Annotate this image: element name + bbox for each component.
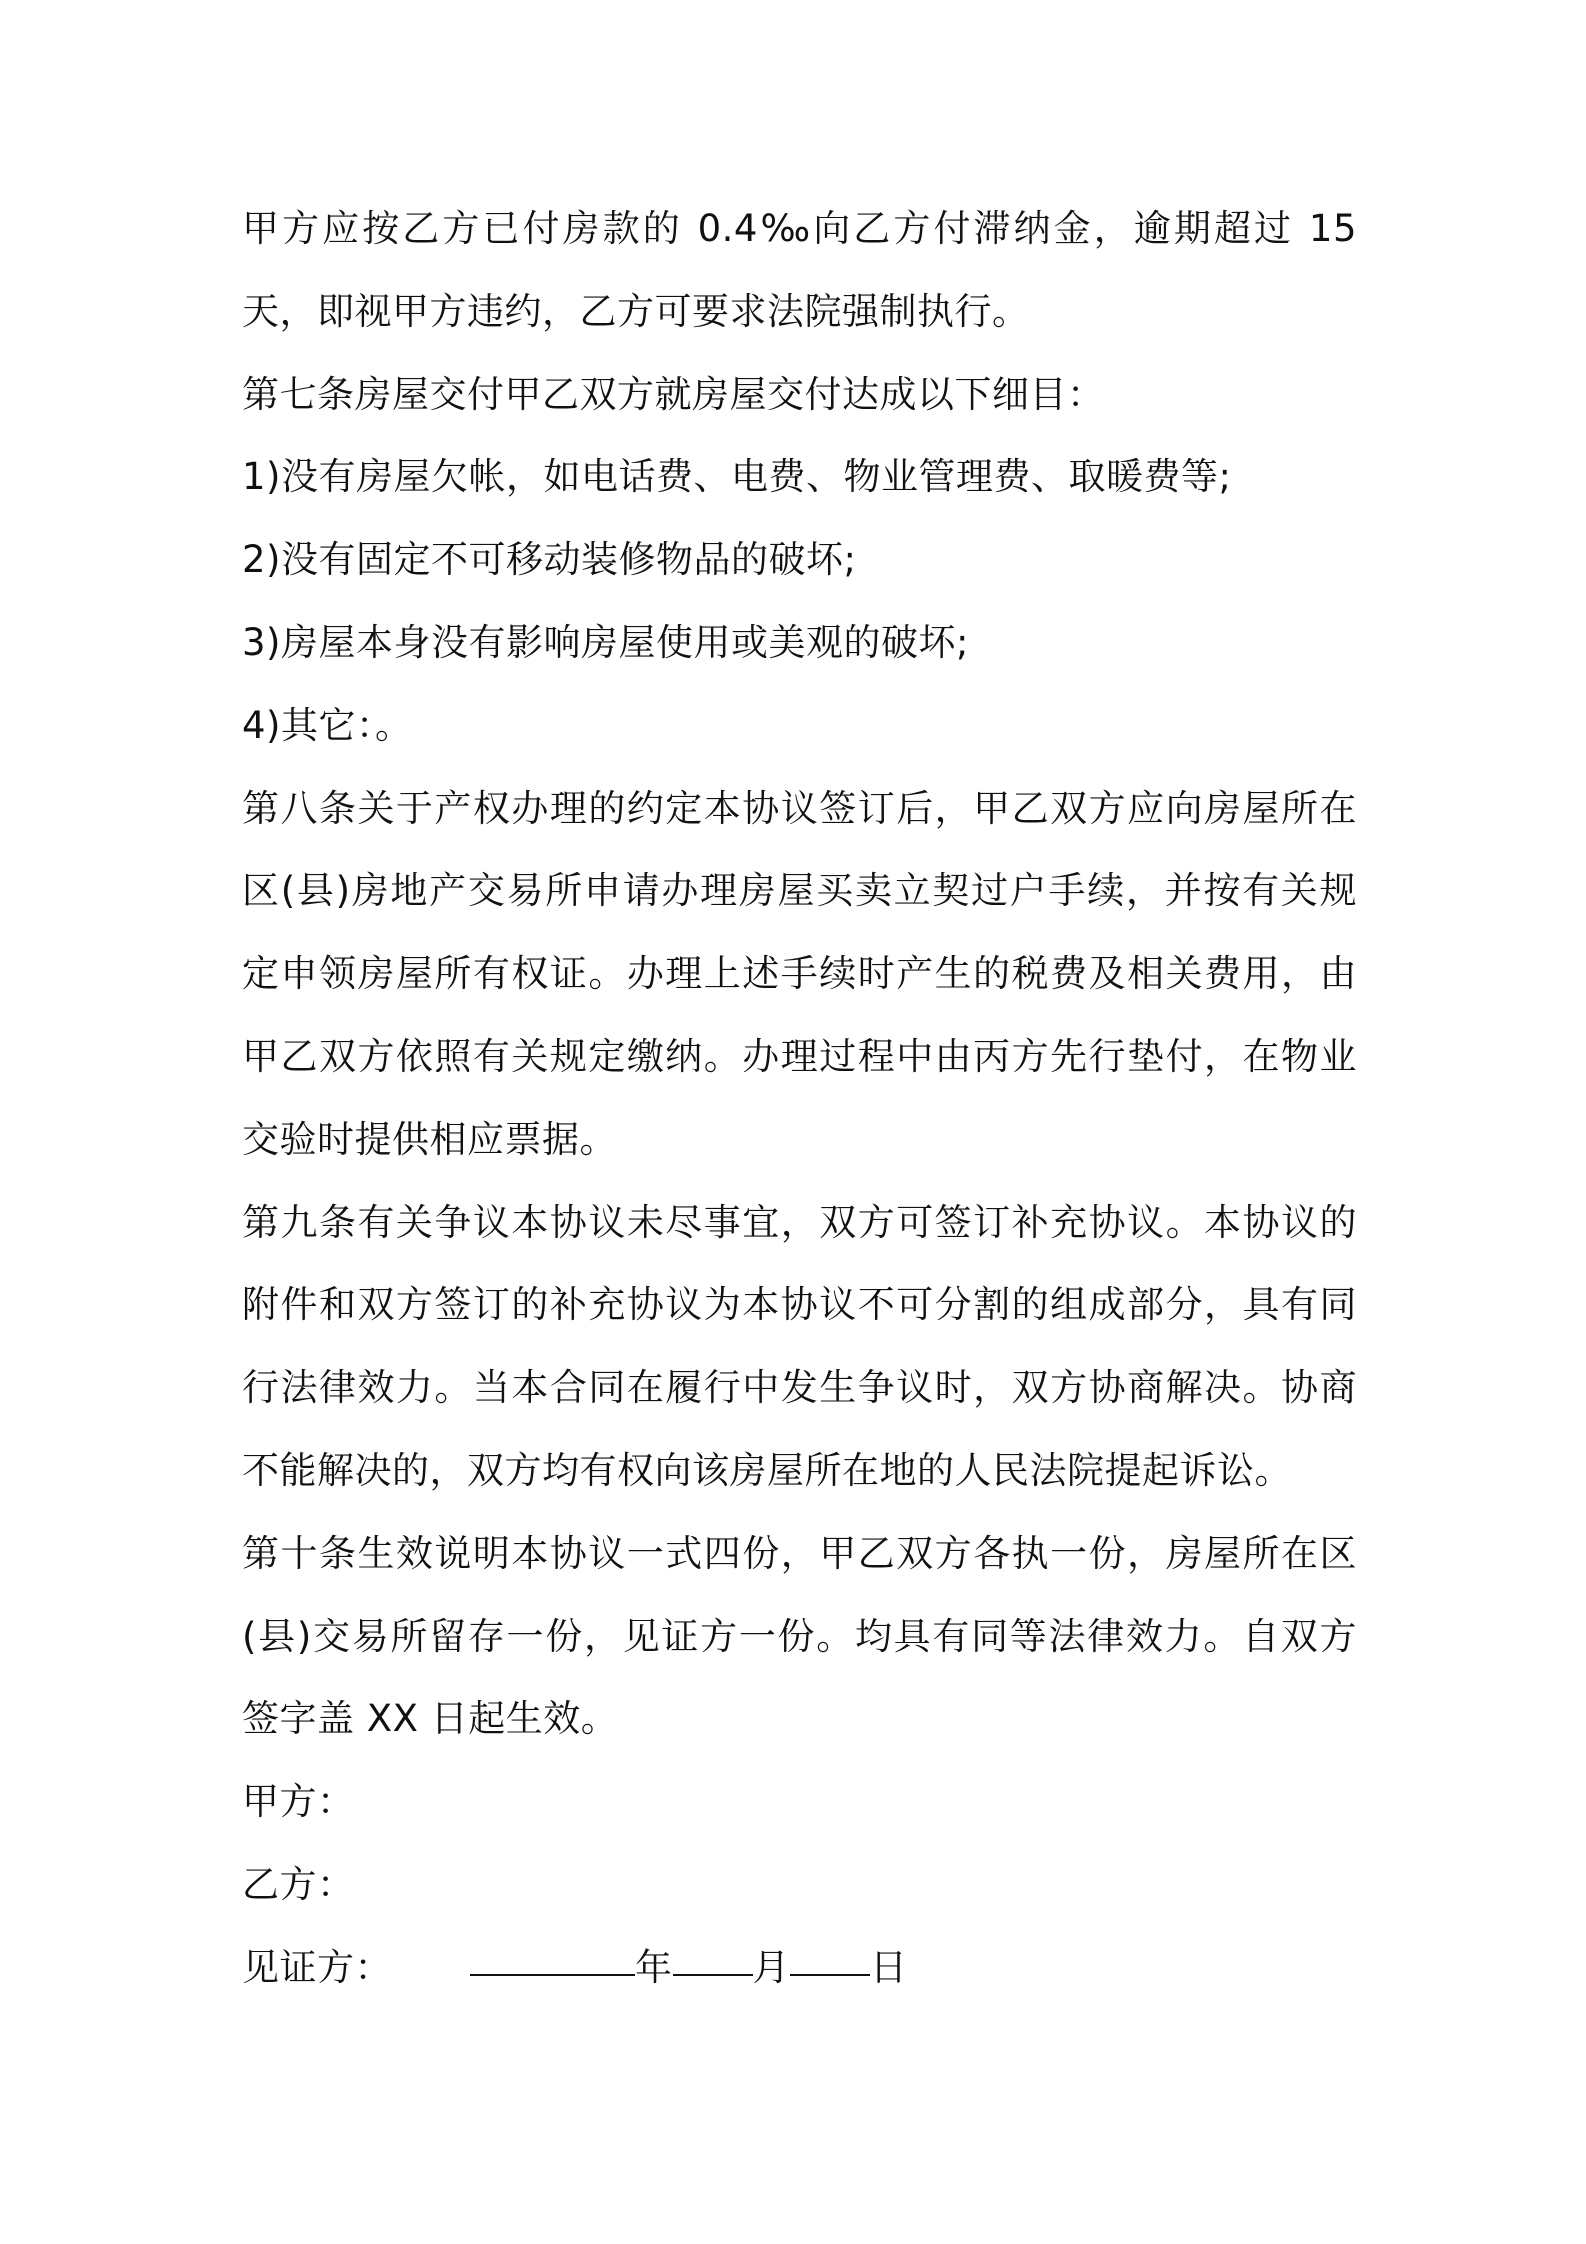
month-label: 月 <box>752 1945 790 1989</box>
paragraph-article-8: 第八条关于产权办理的约定本协议签订后，甲乙双方应向房屋所在区(县)房地产交易所申请办理房屋买卖立契过户手续，并按有关规定申领房屋所有权证。办理上述手续时产生的税费及相关费用，由甲乙双方依照有关规定缴纳。办理过程中由丙方先行垫付，在物业交验时提供相应票据。 <box>242 786 1357 1161</box>
paragraph-late-fee: 甲方应按乙方已付房款的 0.4‰向乙方付滞纳金，逾期超过 15 天，即视甲方违约，乙方可要求法院强制执行。 <box>242 207 1357 333</box>
party-b-label: 乙方： <box>242 1862 355 1906</box>
paragraph-article-9: 第九条有关争议本协议未尽事宜，双方可签订补充协议。本协议的附件和双方签订的补充协议为本协议不可分割的组成部分，具有同行法律效力。当本合同在履行中发生争议时，双方协商解决。协商不能解决的，双方均有权向该房屋所在地的人民法院提起诉讼。 <box>242 1200 1357 1492</box>
paragraph-article-7-heading: 第七条房屋交付甲乙双方就房屋交付达成以下细目： <box>242 372 1105 416</box>
document-body <box>242 188 1357 2010</box>
list-item-4: 4)其它：。 <box>242 703 413 747</box>
year-label: 年 <box>635 1945 673 1989</box>
list-item-2: 2)没有固定不可移动装修物品的破坏; <box>242 538 857 582</box>
day-blank <box>790 1973 870 1976</box>
witness-label: 见证方： <box>242 1945 392 1989</box>
paragraph-article-10: 第十条生效说明本协议一式四份，甲乙双方各执一份，房屋所在区(县)交易所留存一份，见证方一份。均具有同等法律效力。自双方签字盖 XX 日起生效。 <box>242 1531 1357 1741</box>
party-a-signature-line <box>242 1761 1357 1844</box>
year-blank <box>470 1973 635 1976</box>
party-b-signature-line <box>242 1844 1357 1927</box>
party-a-label: 甲方： <box>242 1780 355 1824</box>
day-label: 日 <box>870 1945 908 1989</box>
witness-signature-line <box>242 1927 1357 2010</box>
list-item-1: 1)没有房屋欠帐，如电话费、电费、物业管理费、取暖费等; <box>242 455 1232 499</box>
month-blank <box>673 1973 753 1976</box>
list-item-3: 3)房屋本身没有影响房屋使用或美观的破坏; <box>242 620 969 664</box>
